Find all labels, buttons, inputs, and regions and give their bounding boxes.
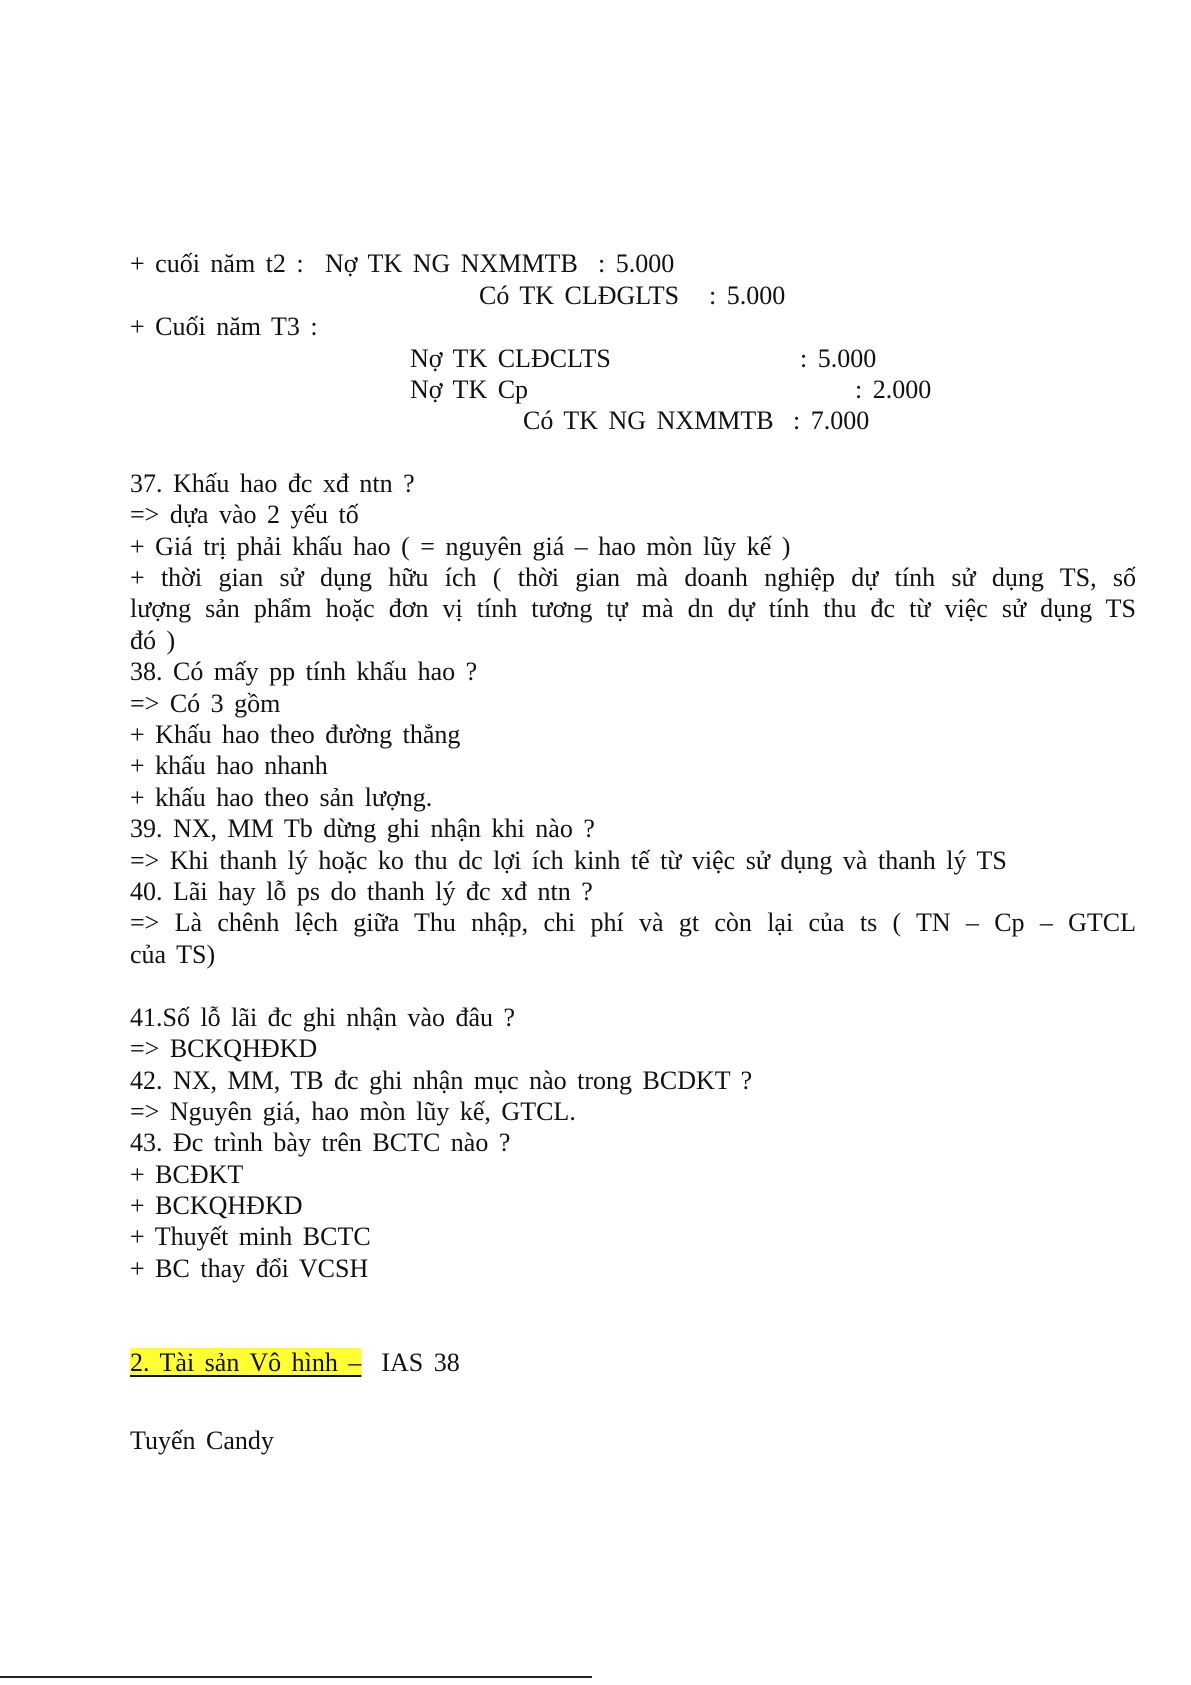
answer-line: => Khi thanh lý hoặc ko thu dc lợi ích kinh tế từ việc sử dụng và thanh lý TS [130, 846, 1007, 875]
question-41: 41.Số lỗ lãi đc ghi nhận vào đâu ? [130, 1003, 516, 1032]
answer-line: + BC thay đổi VCSH [130, 1254, 369, 1283]
question-40: 40. Lãi hay lỗ ps do thanh lý đc xđ ntn ? [130, 877, 593, 906]
section-heading [130, 1347, 460, 1379]
entry-t2-credit: Có TK CLĐGLTS [479, 281, 680, 310]
answer-line: + Khấu hao theo đường thẳng [130, 720, 461, 749]
answer-line: + Thuyết minh BCTC [130, 1222, 371, 1251]
answer-line: + khấu hao theo sản lượng. [130, 783, 433, 812]
answer-line: => BCKQHĐKD [130, 1034, 318, 1063]
answer-line: + BCĐKT [130, 1160, 244, 1189]
question-42: 42. NX, MM, TB đc ghi nhận mục nào trong BCDKT ? [130, 1066, 753, 1095]
entry-t3-credit-amount: : 7.000 [793, 406, 870, 435]
answer-line: => Là chênh lệch giữa Thu nhập, chi phí và gt còn lại của ts ( TN – Cp – GTCL [130, 908, 1136, 937]
entry-t3-label: + Cuối năm T3 : [130, 312, 318, 341]
section-heading-rest: IAS 38 [381, 1348, 460, 1377]
answer-line: của TS) [130, 940, 216, 969]
answer-line: đó ) [130, 626, 176, 655]
entry-t3-debit2: Nợ TK Cp [410, 375, 529, 404]
question-39: 39. NX, MM Tb dừng ghi nhận khi nào ? [130, 814, 595, 843]
author-name: Tuyến Candy [130, 1426, 274, 1455]
answer-line: + thời gian sử dụng hữu ích ( thời gian mà doanh nghiệp dự tính sử dụng TS, số [130, 563, 1136, 592]
entry-t3-debit2-amount: : 2.000 [855, 375, 932, 404]
section-heading-highlight: 2. Tài sản Vô hình – [130, 1348, 362, 1377]
question-37: 37. Khấu hao đc xđ ntn ? [130, 469, 415, 498]
entry-t2-debit: Nợ TK NG NXMMTB [325, 249, 578, 278]
question-43: 43. Đc trình bày trên BCTC nào ? [130, 1128, 511, 1157]
entry-t3-debit1: Nợ TK CLĐCLTS [410, 344, 611, 373]
footer-rule [0, 1676, 592, 1678]
entry-t3-credit: Có TK NG NXMMTB [523, 406, 774, 435]
entry-t2-label: + cuối năm t2 : [130, 249, 304, 278]
answer-line: + khấu hao nhanh [130, 751, 328, 780]
entry-t2-credit-amount: : 5.000 [709, 281, 786, 310]
answer-line: => dựa vào 2 yếu tố [130, 500, 359, 529]
answer-line: + BCKQHĐKD [130, 1191, 303, 1220]
answer-line: => Nguyên giá, hao mòn lũy kế, GTCL. [130, 1097, 576, 1126]
entry-t2-debit-amount: : 5.000 [598, 249, 675, 278]
question-38: 38. Có mấy pp tính khấu hao ? [130, 657, 478, 686]
answer-line: + Giá trị phải khấu hao ( = nguyên giá – hao mòn lũy kế ) [130, 532, 791, 561]
answer-line: => Có 3 gồm [130, 689, 281, 718]
answer-line: lượng sản phẩm hoặc đơn vị tính tương tự mà dn dự tính thu đc từ việc sử dụng TS [130, 594, 1136, 623]
entry-t3-debit1-amount: : 5.000 [800, 344, 877, 373]
